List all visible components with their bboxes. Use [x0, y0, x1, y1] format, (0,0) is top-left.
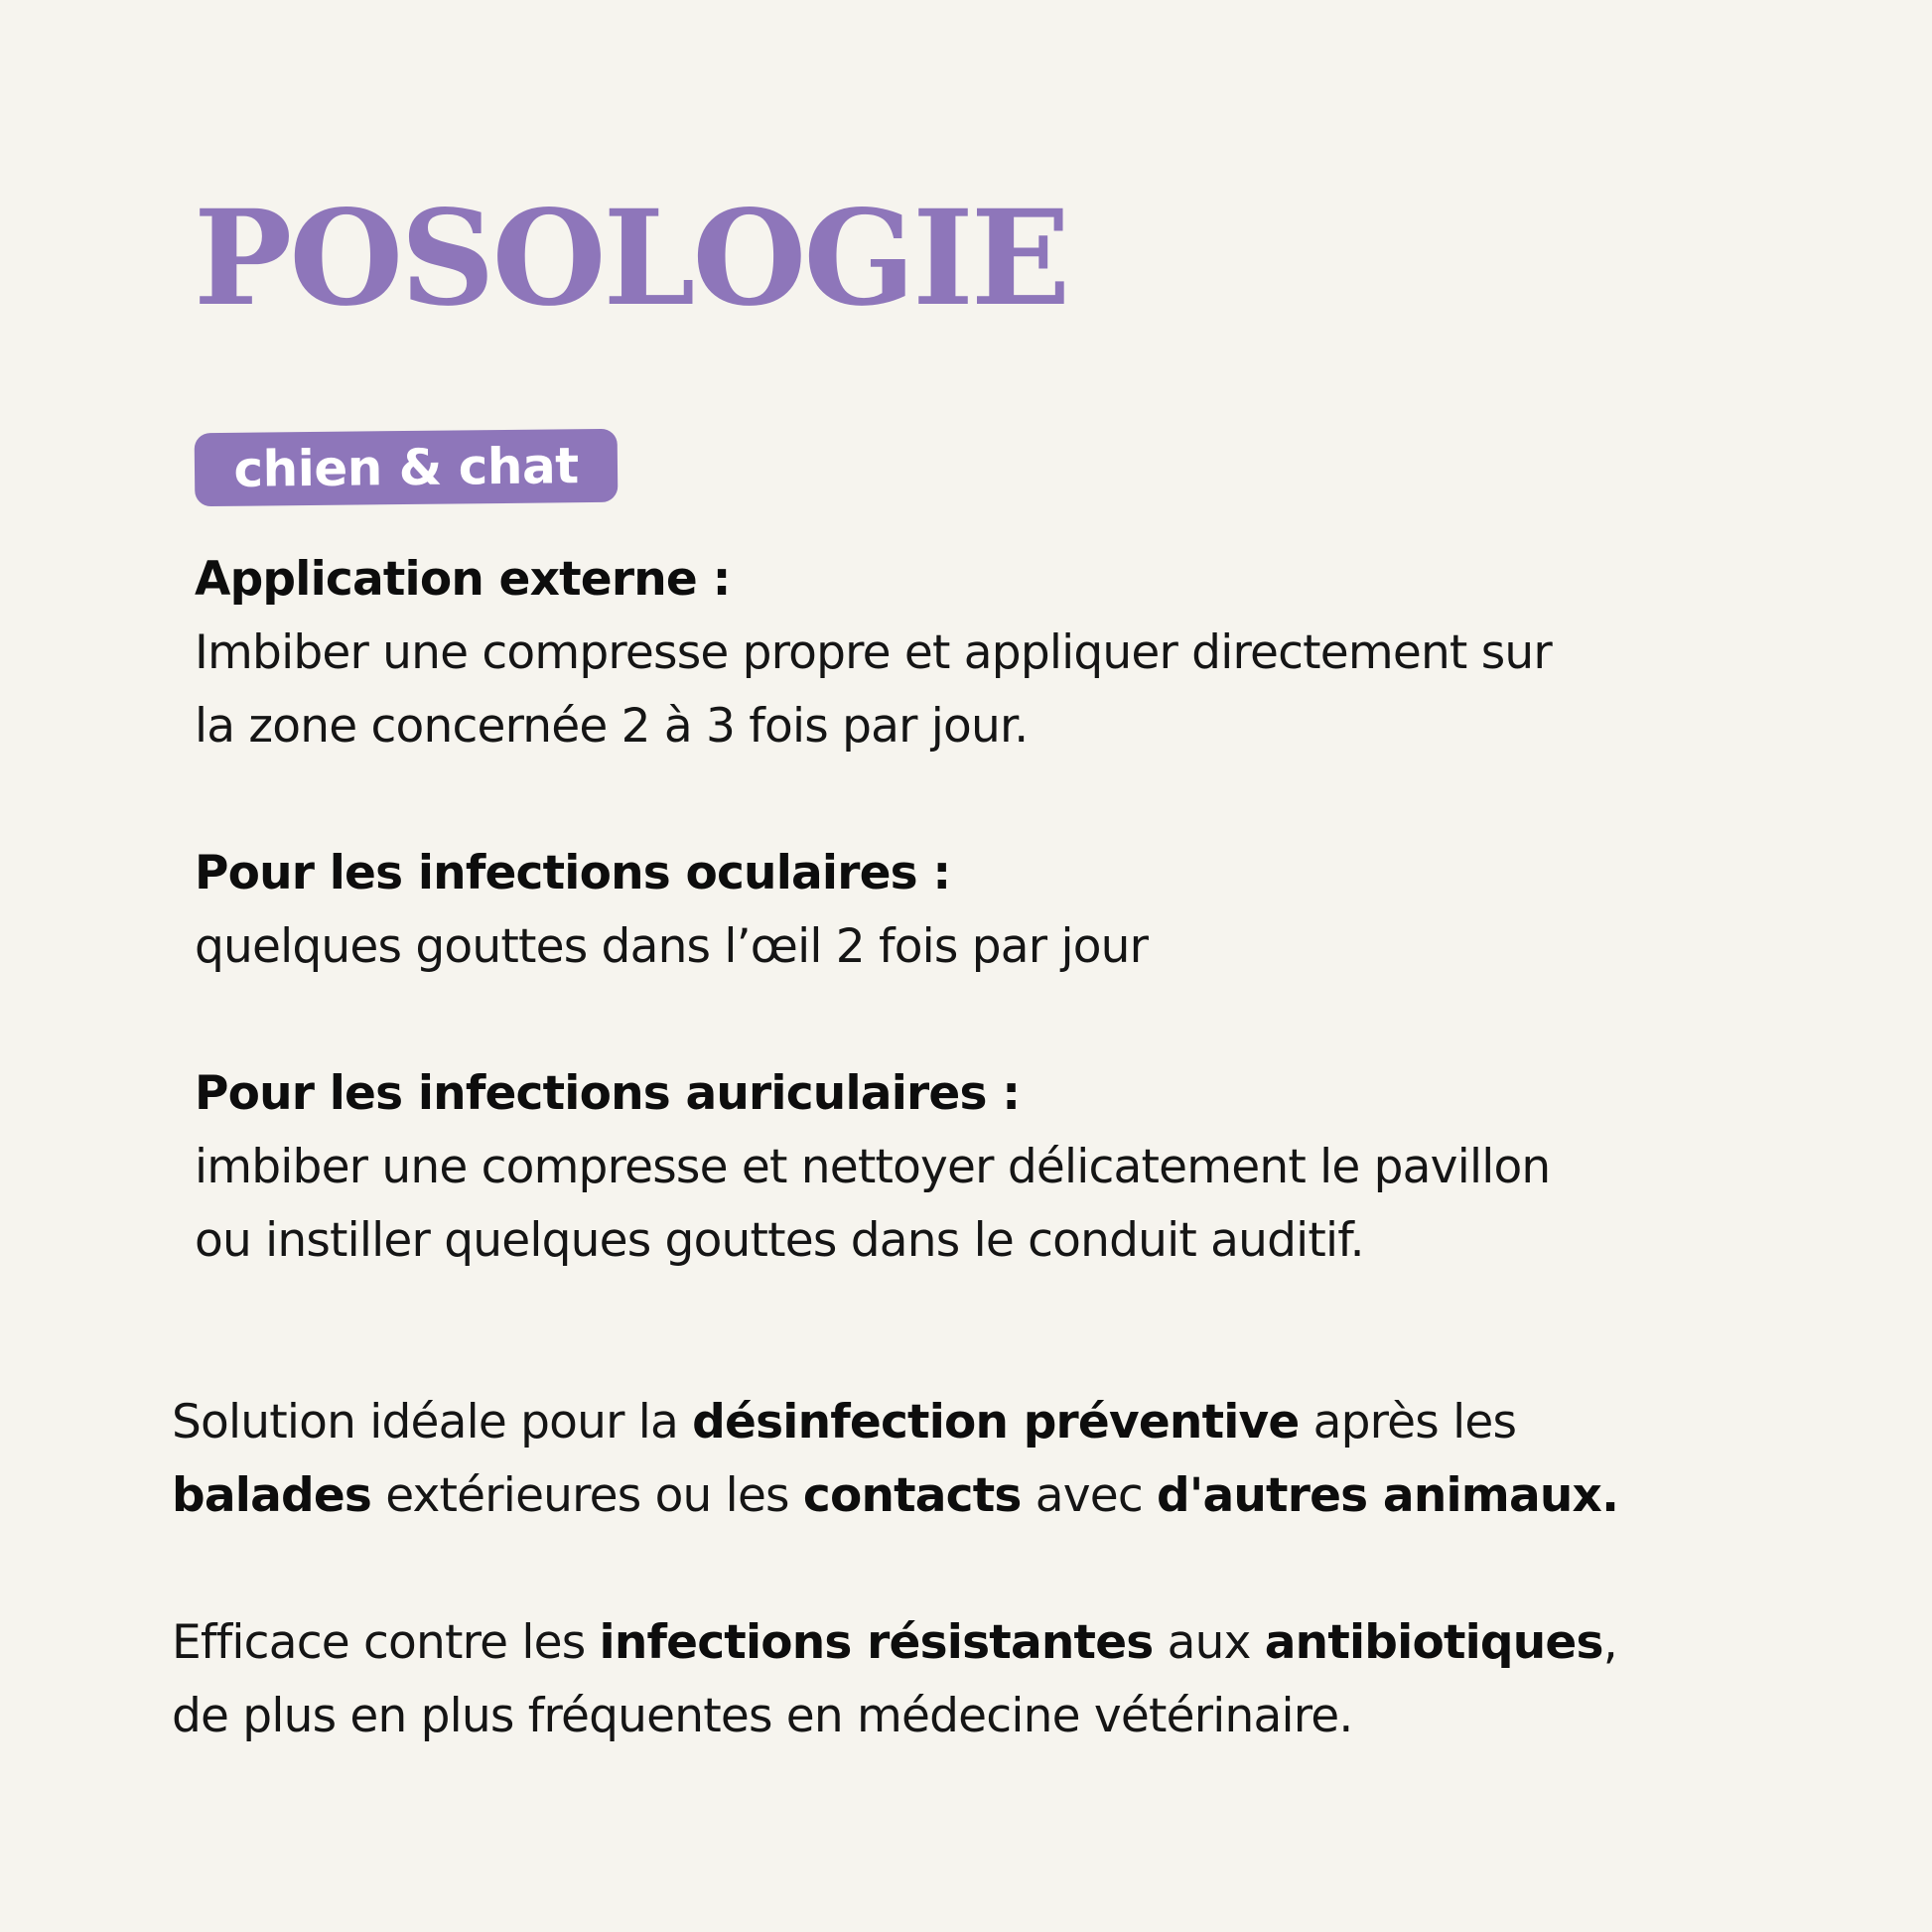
emphasis-run: infections résistantes: [599, 1615, 1154, 1670]
section-text-line: ou instiller quelques gouttes dans le conduit auditif.: [195, 1213, 1364, 1268]
text-run: de plus en plus fréquentes en médecine vétérinaire.: [172, 1689, 1353, 1743]
section-external-application: [195, 543, 1803, 763]
text-run: après les: [1299, 1395, 1517, 1449]
text-run: aux: [1153, 1615, 1265, 1670]
paragraph-line: [172, 1606, 1810, 1680]
section-ear-infections: [195, 1057, 1803, 1278]
species-tag-label: chien & chat: [233, 437, 579, 498]
section-text-line: la zone concernée 2 à 3 fois par jour.: [195, 699, 1029, 754]
paragraph-line: [172, 1386, 1810, 1459]
text-run: extérieures ou les: [371, 1468, 803, 1523]
section-heading: Pour les infections oculaires :: [195, 846, 951, 900]
paragraph-line: [172, 1459, 1810, 1533]
paragraph-line: [172, 1680, 1810, 1753]
section-heading: Application externe :: [195, 552, 731, 607]
emphasis-run: balades: [172, 1468, 372, 1523]
efficacy-paragraph: [172, 1606, 1810, 1753]
section-heading: Pour les infections auriculaires :: [195, 1066, 1021, 1121]
section-text-line: imbiber une compresse et nettoyer délicatement le pavillon: [195, 1140, 1551, 1194]
emphasis-run: désinfection préventive: [692, 1395, 1300, 1449]
species-tag: [195, 429, 619, 506]
text-run: ,: [1602, 1615, 1617, 1670]
page-title: POSOLOGIE: [194, 182, 1068, 336]
text-run: avec: [1021, 1468, 1158, 1523]
section-text-line: Imbiber une compresse propre et appliquer directement sur: [195, 625, 1552, 680]
prevention-paragraph: [172, 1386, 1810, 1533]
text-run: Efficace contre les: [172, 1615, 600, 1670]
emphasis-run: d'autres animaux.: [1157, 1468, 1619, 1523]
section-eye-infections: [195, 837, 1803, 984]
section-text-line: quelques gouttes dans l’œil 2 fois par jour: [195, 919, 1149, 974]
emphasis-run: antibiotiques: [1264, 1615, 1603, 1670]
text-run: Solution idéale pour la: [172, 1395, 693, 1449]
emphasis-run: contacts: [802, 1468, 1022, 1523]
